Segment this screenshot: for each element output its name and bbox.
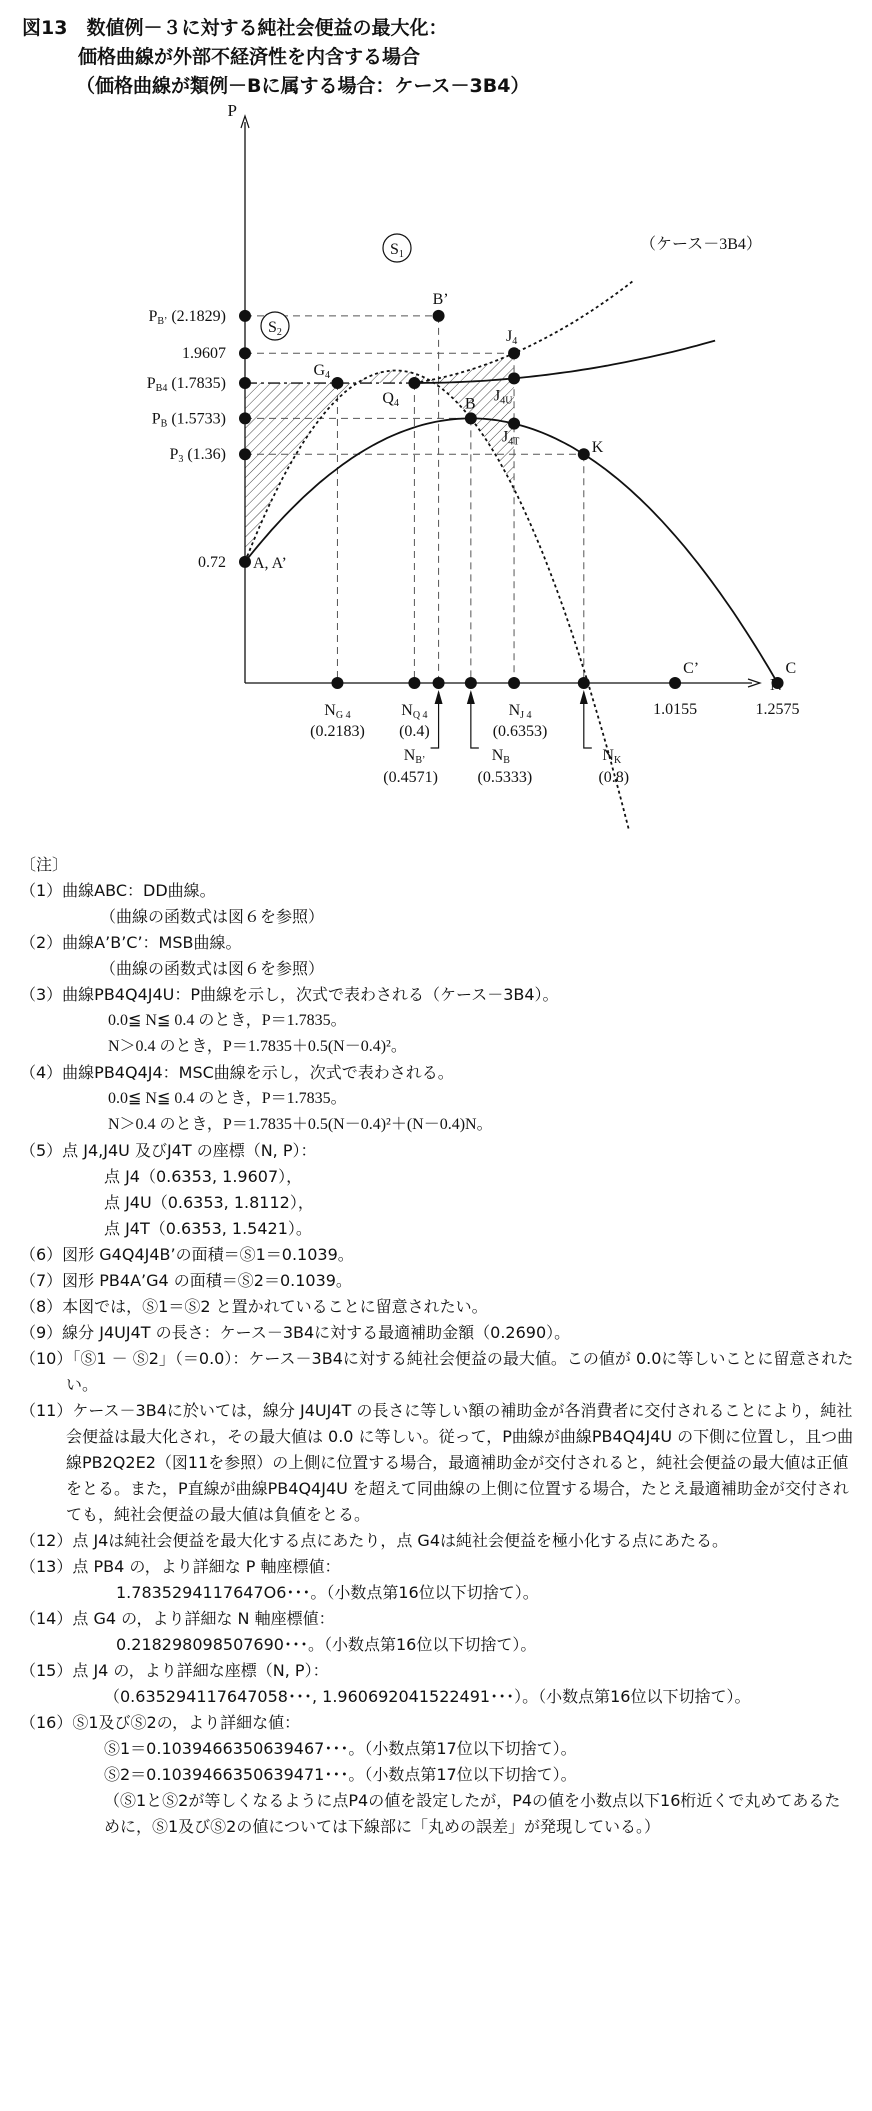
x-value-c: 1.2575 [755, 701, 800, 718]
y-label-pb4: PB4 (1.7835) [146, 375, 226, 395]
dot-nk [578, 677, 590, 689]
dot-yaxis-p3 [239, 448, 251, 460]
y-label-pb: PB (1.5733) [151, 410, 226, 430]
label-k: K [591, 439, 604, 457]
label-a-a-prime: A, A’ [253, 554, 287, 572]
arrow-nb-prime-head [435, 690, 443, 704]
dot-q4 [408, 377, 420, 389]
note-3: （3）曲線PB4Q4J4U：P曲線を示し，次式で表わされる（ケース－3B4）。 [20, 985, 559, 1004]
x-value-c-prime: 1.0155 [653, 701, 698, 718]
note-13: （13）点 PB4 の，より詳細な P 軸座標値： [20, 1557, 341, 1576]
x-label-ng4: NG 4 [324, 702, 351, 721]
note-1-detail: （曲線の函数式は図６を参照） [100, 907, 325, 926]
dot-b [465, 412, 477, 424]
x-value-nk: (0.8) [598, 769, 630, 786]
note-5-point-j4t: 点 J4T（0.6353, 1.5421）。 [104, 1219, 312, 1238]
note-8: （8）本図では，Ⓢ1＝Ⓢ2 と置かれていることに留意されたい。 [20, 1297, 488, 1316]
region-s2 [245, 383, 338, 562]
note-5: （5）点 J4,J4U 及びJ4T の座標（N, P）： [20, 1141, 317, 1160]
note-6: （6）図形 G4Q4J4B’の面積＝Ⓢ1＝0.1039。 [20, 1245, 354, 1264]
note-16-s2: Ⓢ2＝0.1039466350639471･･･。（小数点第17位以下切捨て）。 [104, 1765, 577, 1784]
economics-figure [0, 0, 872, 830]
note-3-formula-a: 0.0≦ N≦ 0.4 のとき，P＝1.7835。 [108, 1012, 347, 1029]
label-b-prime: B’ [432, 290, 449, 308]
label-q4: Q4 [382, 390, 399, 410]
x-value-nj4: (0.6353) [492, 723, 548, 740]
label-j4u: J4U [494, 387, 513, 407]
note-2-detail: （曲線の函数式は図６を参照） [100, 959, 325, 978]
dot-nb-prime [433, 677, 445, 689]
dot-j4 [508, 347, 520, 359]
note-4-formula-b: N＞0.4 のとき，P＝1.7835＋0.5(N－0.4)²＋(N－0.4)N。 [108, 1116, 493, 1133]
note-5-point-j4u: 点 J4U（0.6353, 1.8112）， [104, 1193, 314, 1212]
note-11: （11）ケース－3B4に於いては，線分 J4UJ4T の長さに等しい額の補助金が各消費者に交付されることにより，純社会便益は最大化され，その最大値は 0.0 に等しい。従って，P曲線が曲線PB4Q4J4U の下側に位置し，且つ曲線PB2Q2E2（図11を参照）の上側に位置する場合，最適補助金が交付されると，純社会便益の最大値は正値をとる。また，P直線が曲線PB4Q4J4U を超えて同曲線の上側に位置する場合，たとえ最適補助金が交付されても，純社会便益の最大値は負値をとる。 [20, 1401, 854, 1524]
y-label-0-72: 0.72 [198, 553, 226, 571]
note-12: （12）点 J4は純社会便益を最大化する点にあたり，点 G4は純社会便益を極小化する点にあたる。 [20, 1531, 729, 1550]
case-label: （ケース－3B4） [640, 236, 762, 253]
label-c-prime: C’ [683, 660, 700, 677]
title-line-2: 価格曲線が外部不経済性を内含する場合 [78, 46, 421, 68]
label-b: B [464, 395, 476, 413]
note-9: （9）線分 J4UJ4T の長さ：ケース－3B4に対する最適補助金額（0.2690）。 [20, 1323, 571, 1342]
dot-j4u [508, 372, 520, 384]
dot-g4 [331, 377, 343, 389]
note-16-s1: Ⓢ1＝0.1039466350639467･･･。（小数点第17位以下切捨て）。 [104, 1739, 577, 1758]
title-line-3: （価格曲線が類例－Bに属する場合：ケース－3B4） [76, 75, 530, 97]
n-axis-label: N [770, 675, 783, 694]
dot-nb [465, 677, 477, 689]
x-value-nb-prime: (0.4571) [383, 769, 438, 786]
s1-label: S1 [390, 241, 404, 260]
note-5-point-j4: 点 J4（0.6353, 1.9607）， [104, 1167, 303, 1186]
x-value-nq4: (0.4) [399, 723, 430, 740]
note-10: （10）「Ⓢ1 － Ⓢ2」（＝0.0）：ケース－3B4に対する純社会便益の最大値。この値が 0.0に等しいことに留意されたい。 [20, 1349, 854, 1394]
y-label-1-9607: 1.9607 [182, 345, 226, 363]
x-label-nk: NK [602, 747, 622, 766]
note-1: （1）曲線ABC：DD曲線。 [20, 881, 216, 900]
notes-header: 〔注〕 [20, 855, 69, 874]
x-label-nj4: NJ 4 [508, 702, 532, 721]
dot-b-prime [433, 310, 445, 322]
notes-section [20, 852, 856, 1840]
label-j4t: J4T [502, 428, 520, 448]
note-2: （2）曲線A’B’C’：MSB曲線。 [20, 933, 242, 952]
label-g4: G4 [313, 362, 331, 382]
note-4: （4）曲線PB4Q4J4：MSC曲線を示し，次式で表わされる。 [20, 1063, 454, 1082]
dot-a [239, 556, 251, 568]
note-16: （16）Ⓢ1及びⓈ2の，より詳細な値： [20, 1713, 301, 1732]
dot-j4t [508, 418, 520, 430]
x-value-ng4: (0.2183) [310, 723, 365, 740]
x-label-nq4: NQ 4 [401, 702, 428, 721]
title-line-1: 図13 数値例－３に対する純社会便益の最大化： [22, 17, 448, 39]
p-axis-label: P [227, 101, 237, 120]
dot-yaxis-pb4 [239, 377, 251, 389]
y-label-pb-prime: PB’ (2.1829) [148, 307, 226, 327]
note-16-remark: （Ⓢ1とⓈ2が等しくなるように点P4の値を設定したが，P4の値を小数点以下16桁近くで丸めてあるために，Ⓢ1及びⓈ2の値については下線部に「丸めの誤差」が発現している。） [104, 1791, 841, 1836]
dot-yaxis-pb-prime [239, 310, 251, 322]
note-13-value: 1.7835294117647O6･･･。（小数点第16位以下切捨て）。 [116, 1583, 539, 1602]
note-3-formula-b: N＞0.4 のとき，P＝1.7835＋0.5(N－0.4)²。 [108, 1038, 407, 1055]
s2-label: S2 [268, 319, 282, 338]
dot-yaxis-pb [239, 412, 251, 424]
region-s1 [338, 353, 515, 489]
dot-c-prime [669, 677, 681, 689]
label-c: C [785, 660, 797, 677]
dot-k [578, 448, 590, 460]
x-value-nb: (0.5333) [477, 769, 533, 786]
note-4-formula-a: 0.0≦ N≦ 0.4 のとき，P＝1.7835。 [108, 1090, 347, 1107]
note-15: （15）点 J4 の，より詳細な座標（N, P）： [20, 1661, 329, 1680]
note-14: （14）点 G4 の，より詳細な N 軸座標値： [20, 1609, 335, 1628]
note-15-value: （0.635294117647058･･･, 1.960692041522491･･･）。（小数点第16位以下切捨て）。 [104, 1687, 751, 1706]
dot-nq4 [408, 677, 420, 689]
note-14-value: 0.218298098507690･･･。（小数点第16位以下切捨て）。 [116, 1635, 537, 1654]
dot-yaxis-1-9607 [239, 347, 251, 359]
note-7: （7）図形 PB4A’G4 の面積＝Ⓢ2＝0.1039。 [20, 1271, 352, 1290]
y-label-p3: P3 (1.36) [169, 446, 226, 466]
dot-ng4 [331, 677, 343, 689]
arrow-nb-head [467, 690, 475, 704]
x-label-nb-prime: NB’ [403, 747, 426, 766]
dot-nj4 [508, 677, 520, 689]
label-j4: J4 [506, 328, 518, 348]
arrow-nk-head [580, 690, 588, 704]
x-label-nb: NB [491, 747, 510, 766]
